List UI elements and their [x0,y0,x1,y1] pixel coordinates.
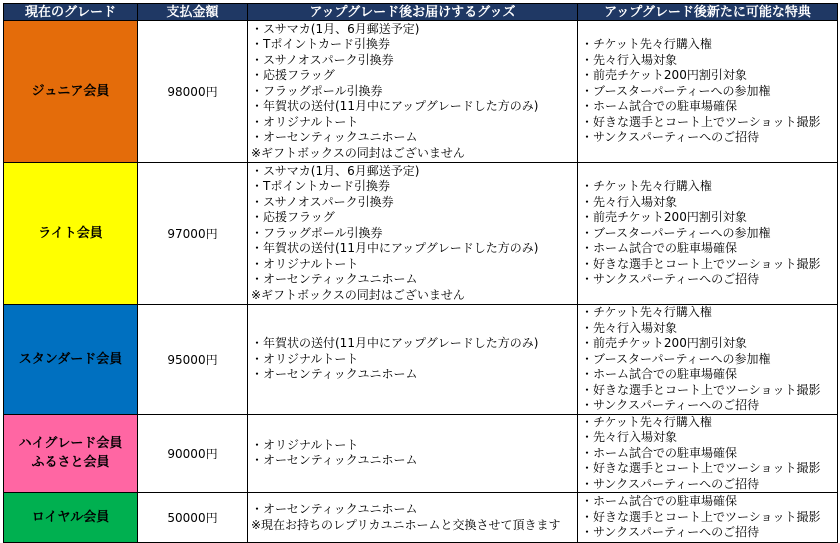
list-item: ・前売チケット200円割引対象 [581,336,747,350]
list-item: ・オーセンティックユニホーム [251,272,418,287]
table-row [4,163,838,305]
list-item: ・先々行入場対象 [581,430,678,444]
grade-cell: ロイヤル会員 [4,493,138,543]
list-item: ・サンクスパーティーへのご招待 [581,130,760,145]
price-cell: 50000円 [138,493,248,543]
list-item: ・オリジナルトート [251,114,359,129]
list-item: ・ブースターパーティーへの参加権 [581,225,771,240]
list-item: ・先々行入場対象 [581,320,678,335]
grade-cell: ライト会員 [4,163,138,305]
list-item: ・前売チケット200円割引対象 [581,210,747,225]
price-cell: 97000円 [138,163,248,305]
price-cell: 95000円 [138,305,248,415]
list-item: ・オリジナルトート [251,437,359,452]
list-item: ・年賀状の送付(11月中にアップグレードした方のみ) [251,336,539,350]
list-item: ・ホーム試合での駐車場確保 [581,99,738,114]
list-item: ・好きな選手とコート上でツーショット撮影 [581,256,821,271]
benefits-cell [578,493,838,543]
list-item: ・スサマカ(1月、6月郵送予定) [251,21,420,36]
benefits-cell [578,21,838,163]
list-item: ・年賀状の送付(11月中にアップグレードした方のみ) [251,99,539,114]
list-item: ・オーセンティックユニホーム [251,367,418,381]
list-item: ・チケット先々行購入権 [581,305,712,319]
header-grade: 現在のグレード [4,4,138,21]
list-item: ・スサマカ(1月、6月郵送予定) [251,163,420,178]
list-item: ・年賀状の送付(11月中にアップグレードした方のみ) [251,241,539,256]
header-goods: アップグレード後お届けするグッズ [248,4,578,21]
list-note: ※ギフトボックスの同封はございません [251,287,465,302]
list-item: ・オリジナルトート [251,351,359,366]
list-item: ・チケット先々行購入権 [581,179,712,194]
goods-cell [248,414,578,493]
table-row [4,414,838,493]
list-item: ・フラッグポール引換券 [251,225,383,240]
list-item: ・ホーム試合での駐車場確保 [581,367,738,381]
grade-cell: ジュニア会員 [4,21,138,163]
list-item: ・応援フラッグ [251,210,335,225]
list-item: ・ブースターパーティーへの参加権 [581,83,771,98]
list-item: ・ホーム試合での駐車場確保 [581,445,738,460]
list-item: ・前売チケット200円割引対象 [581,68,747,83]
benefits-cell [578,305,838,415]
benefits-cell [578,163,838,305]
list-item: ・チケット先々行購入権 [581,414,712,429]
table-row [4,21,838,163]
list-item: ・好きな選手とコート上でツーショット撮影 [581,382,821,397]
grade-line: ハイグレード会員 [18,436,123,452]
price-cell: 98000円 [138,21,248,163]
list-note: ※現在お持ちのレプリカユニホームと交換させて頂きます [251,517,561,532]
list-item: ・ホーム試合での駐車場確保 [581,241,738,256]
goods-cell [248,493,578,543]
list-item: ・好きな選手とコート上でツーショット撮影 [581,509,821,524]
table-row [4,493,838,543]
header-row [4,4,838,21]
list-item: ・応援フラッグ [251,68,335,83]
list-item: ・先々行入場対象 [581,52,678,67]
header-benefits: アップグレード後新たに可能な特典 [578,4,838,21]
list-item: ・オーセンティックユニホーム [251,130,418,145]
goods-cell [248,21,578,163]
list-item: ・Tポイントカード引換券 [251,37,390,52]
price-cell: 90000円 [138,414,248,493]
list-item: ・サンクスパーティーへのご招待 [581,398,760,412]
list-item: ・スサノオスパーク引換券 [251,52,394,67]
grade-cell [4,414,138,493]
grade-cell: スタンダード会員 [4,305,138,415]
goods-cell [248,305,578,415]
list-note: ※ギフトボックスの同封はございません [251,145,465,160]
grade-line: ふるさと会員 [31,455,110,471]
list-item: ・フラッグポール引換券 [251,83,383,98]
goods-cell [248,163,578,305]
benefits-cell [578,414,838,493]
list-item: ・オーセンティックユニホーム [251,453,418,468]
list-item: ・サンクスパーティーへのご招待 [581,525,760,540]
list-item: ・オリジナルトート [251,256,359,271]
list-item: ・オーセンティックユニホーム [251,502,418,516]
header-price: 支払金額 [138,4,248,21]
list-item: ・先々行入場対象 [581,194,678,209]
list-item: ・スサノオスパーク引換券 [251,194,394,209]
list-item: ・好きな選手とコート上でツーショット撮影 [581,114,821,129]
list-item: ・サンクスパーティーへのご招待 [581,476,760,491]
list-item: ・好きな選手とコート上でツーショット撮影 [581,461,821,475]
table-row [4,305,838,415]
list-item: ・ブースターパーティーへの参加権 [581,351,771,366]
list-item: ・Tポイントカード引換券 [251,179,390,194]
list-item: ・サンクスパーティーへのご招待 [581,272,760,287]
list-item: ・チケット先々行購入権 [581,37,712,52]
list-item: ・ホーム試合での駐車場確保 [581,494,738,509]
upgrade-table [3,3,838,543]
